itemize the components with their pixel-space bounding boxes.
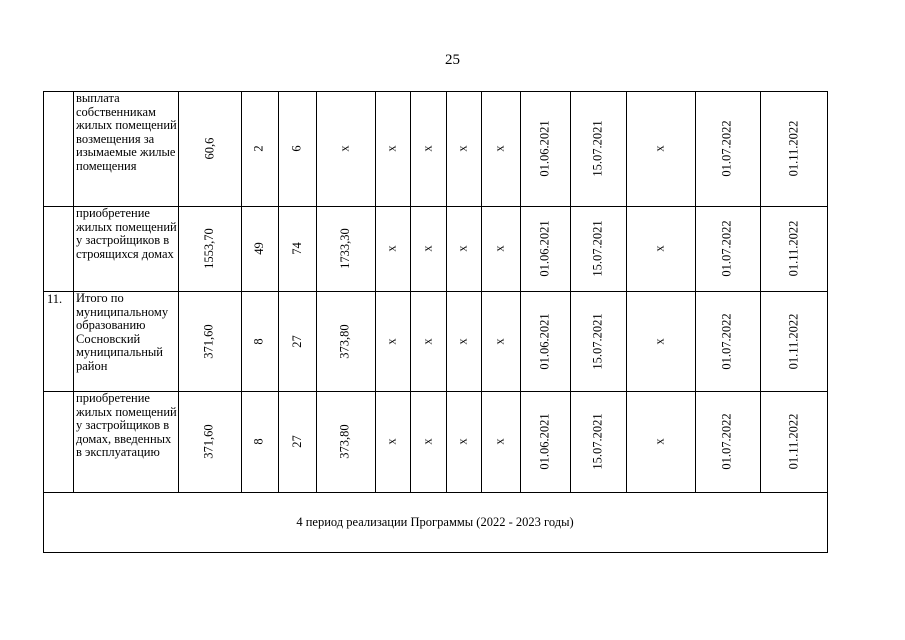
value-text: 49 <box>252 242 266 255</box>
value-text: х <box>420 438 435 445</box>
table-hline <box>43 552 827 553</box>
value-cell <box>626 91 695 206</box>
value-cell <box>570 91 626 206</box>
value-text: 27 <box>289 435 304 448</box>
value-cell <box>481 206 520 291</box>
value-text: 01.07.2022 <box>720 312 734 370</box>
value-cell <box>481 391 520 492</box>
row-number-cell <box>43 391 73 492</box>
value-text: х <box>493 145 507 152</box>
value-text: 373,80 <box>338 323 352 359</box>
value-text: 6 <box>289 145 304 152</box>
value-cell <box>278 291 316 391</box>
value-text: 1553,70 <box>202 228 216 269</box>
table-vline <box>827 91 828 553</box>
value-cell <box>695 391 760 492</box>
value-cell <box>278 206 316 291</box>
value-cell <box>446 391 481 492</box>
value-text: х <box>653 438 667 445</box>
value-cell <box>481 291 520 391</box>
value-cell <box>410 91 446 206</box>
description-cell: приобретение жилых помещений у застройщиков в строящихся домах <box>76 206 177 261</box>
value-text: х <box>420 337 435 345</box>
value-text: 8 <box>252 337 266 345</box>
value-text: х <box>653 337 667 345</box>
value-text: 74 <box>289 242 304 255</box>
value-text: х <box>493 245 507 252</box>
value-text: 01.11.2022 <box>785 313 800 369</box>
value-text: х <box>338 145 352 152</box>
value-text: 01.07.2022 <box>720 413 734 470</box>
value-cell <box>316 91 375 206</box>
value-text: 01.11.2022 <box>785 120 800 177</box>
value-text: 1733,30 <box>338 228 352 269</box>
value-text: 15.07.2021 <box>590 220 605 277</box>
value-cell <box>241 391 278 492</box>
page-number: 25 <box>445 52 460 68</box>
value-cell <box>520 391 570 492</box>
value-text: 01.06.2021 <box>537 220 552 277</box>
value-cell <box>481 91 520 206</box>
value-text: 371,60 <box>202 323 216 359</box>
description-cell: выплата собственникам жилых помещений возмещения за изымаемые жилые помещения <box>76 91 177 173</box>
value-cell <box>278 91 316 206</box>
value-cell <box>570 391 626 492</box>
value-cell <box>520 91 570 206</box>
value-cell <box>316 291 375 391</box>
value-text: 01.11.2022 <box>785 413 800 470</box>
value-cell <box>241 291 278 391</box>
value-cell <box>760 391 827 492</box>
value-cell <box>446 206 481 291</box>
value-text: 01.06.2021 <box>537 120 552 177</box>
value-cell <box>570 206 626 291</box>
value-cell <box>520 291 570 391</box>
value-cell <box>375 206 410 291</box>
value-text: х <box>420 245 435 252</box>
value-text: 01.06.2021 <box>537 413 552 470</box>
value-cell <box>410 206 446 291</box>
value-cell <box>178 91 241 206</box>
value-cell <box>626 206 695 291</box>
value-text: х <box>385 438 399 445</box>
value-cell <box>278 391 316 492</box>
value-cell <box>626 391 695 492</box>
value-text: 01.06.2021 <box>537 312 552 370</box>
value-cell <box>570 291 626 391</box>
row-number-cell <box>43 91 73 206</box>
value-text: 60,6 <box>202 137 216 160</box>
value-cell <box>241 206 278 291</box>
value-text: х <box>493 438 507 445</box>
value-text: 01.07.2022 <box>720 120 734 177</box>
value-cell <box>375 391 410 492</box>
value-cell <box>520 206 570 291</box>
description-cell: Итого по муниципальному образованию Сосновский муниципальный район <box>76 291 169 373</box>
value-cell <box>626 291 695 391</box>
value-text: 01.07.2022 <box>720 220 734 277</box>
value-text: х <box>385 337 399 345</box>
value-cell <box>695 91 760 206</box>
value-text: х <box>385 245 399 252</box>
value-text: х <box>653 145 667 152</box>
value-text: х <box>493 337 507 345</box>
value-cell <box>446 291 481 391</box>
value-text: х <box>456 337 470 345</box>
value-cell <box>375 291 410 391</box>
value-text: 27 <box>289 334 304 348</box>
value-cell <box>695 291 760 391</box>
value-cell <box>410 391 446 492</box>
value-cell <box>375 91 410 206</box>
value-cell <box>316 206 375 291</box>
value-text: 15.07.2021 <box>590 413 605 470</box>
value-text: 01.11.2022 <box>785 220 800 277</box>
period-label: 4 период реализации Программы (2022 - 2023 годы) <box>296 514 574 529</box>
value-cell <box>178 206 241 291</box>
value-cell <box>410 291 446 391</box>
value-text: х <box>420 145 435 152</box>
value-cell <box>760 206 827 291</box>
value-text: 373,80 <box>338 424 352 459</box>
row-number-cell: 11. <box>47 292 63 306</box>
value-text: х <box>385 145 399 152</box>
value-cell <box>760 291 827 391</box>
row-number-cell <box>43 206 73 291</box>
value-text: х <box>653 245 667 252</box>
value-text: 371,60 <box>202 424 216 459</box>
value-cell <box>241 91 278 206</box>
value-cell <box>760 91 827 206</box>
value-cell <box>178 391 241 492</box>
value-text: 8 <box>252 438 266 445</box>
value-text: 15.07.2021 <box>590 120 605 177</box>
value-text: х <box>456 245 470 252</box>
value-cell <box>446 91 481 206</box>
value-text: 15.07.2021 <box>590 312 605 370</box>
value-text: 2 <box>252 145 266 152</box>
value-text: х <box>456 438 470 445</box>
value-cell <box>316 391 375 492</box>
description-cell: приобретение жилых помещений у застройщиков в домах, введенных в эксплуатацию <box>76 391 177 460</box>
value-cell <box>178 291 241 391</box>
value-text: х <box>456 145 470 152</box>
value-cell <box>695 206 760 291</box>
